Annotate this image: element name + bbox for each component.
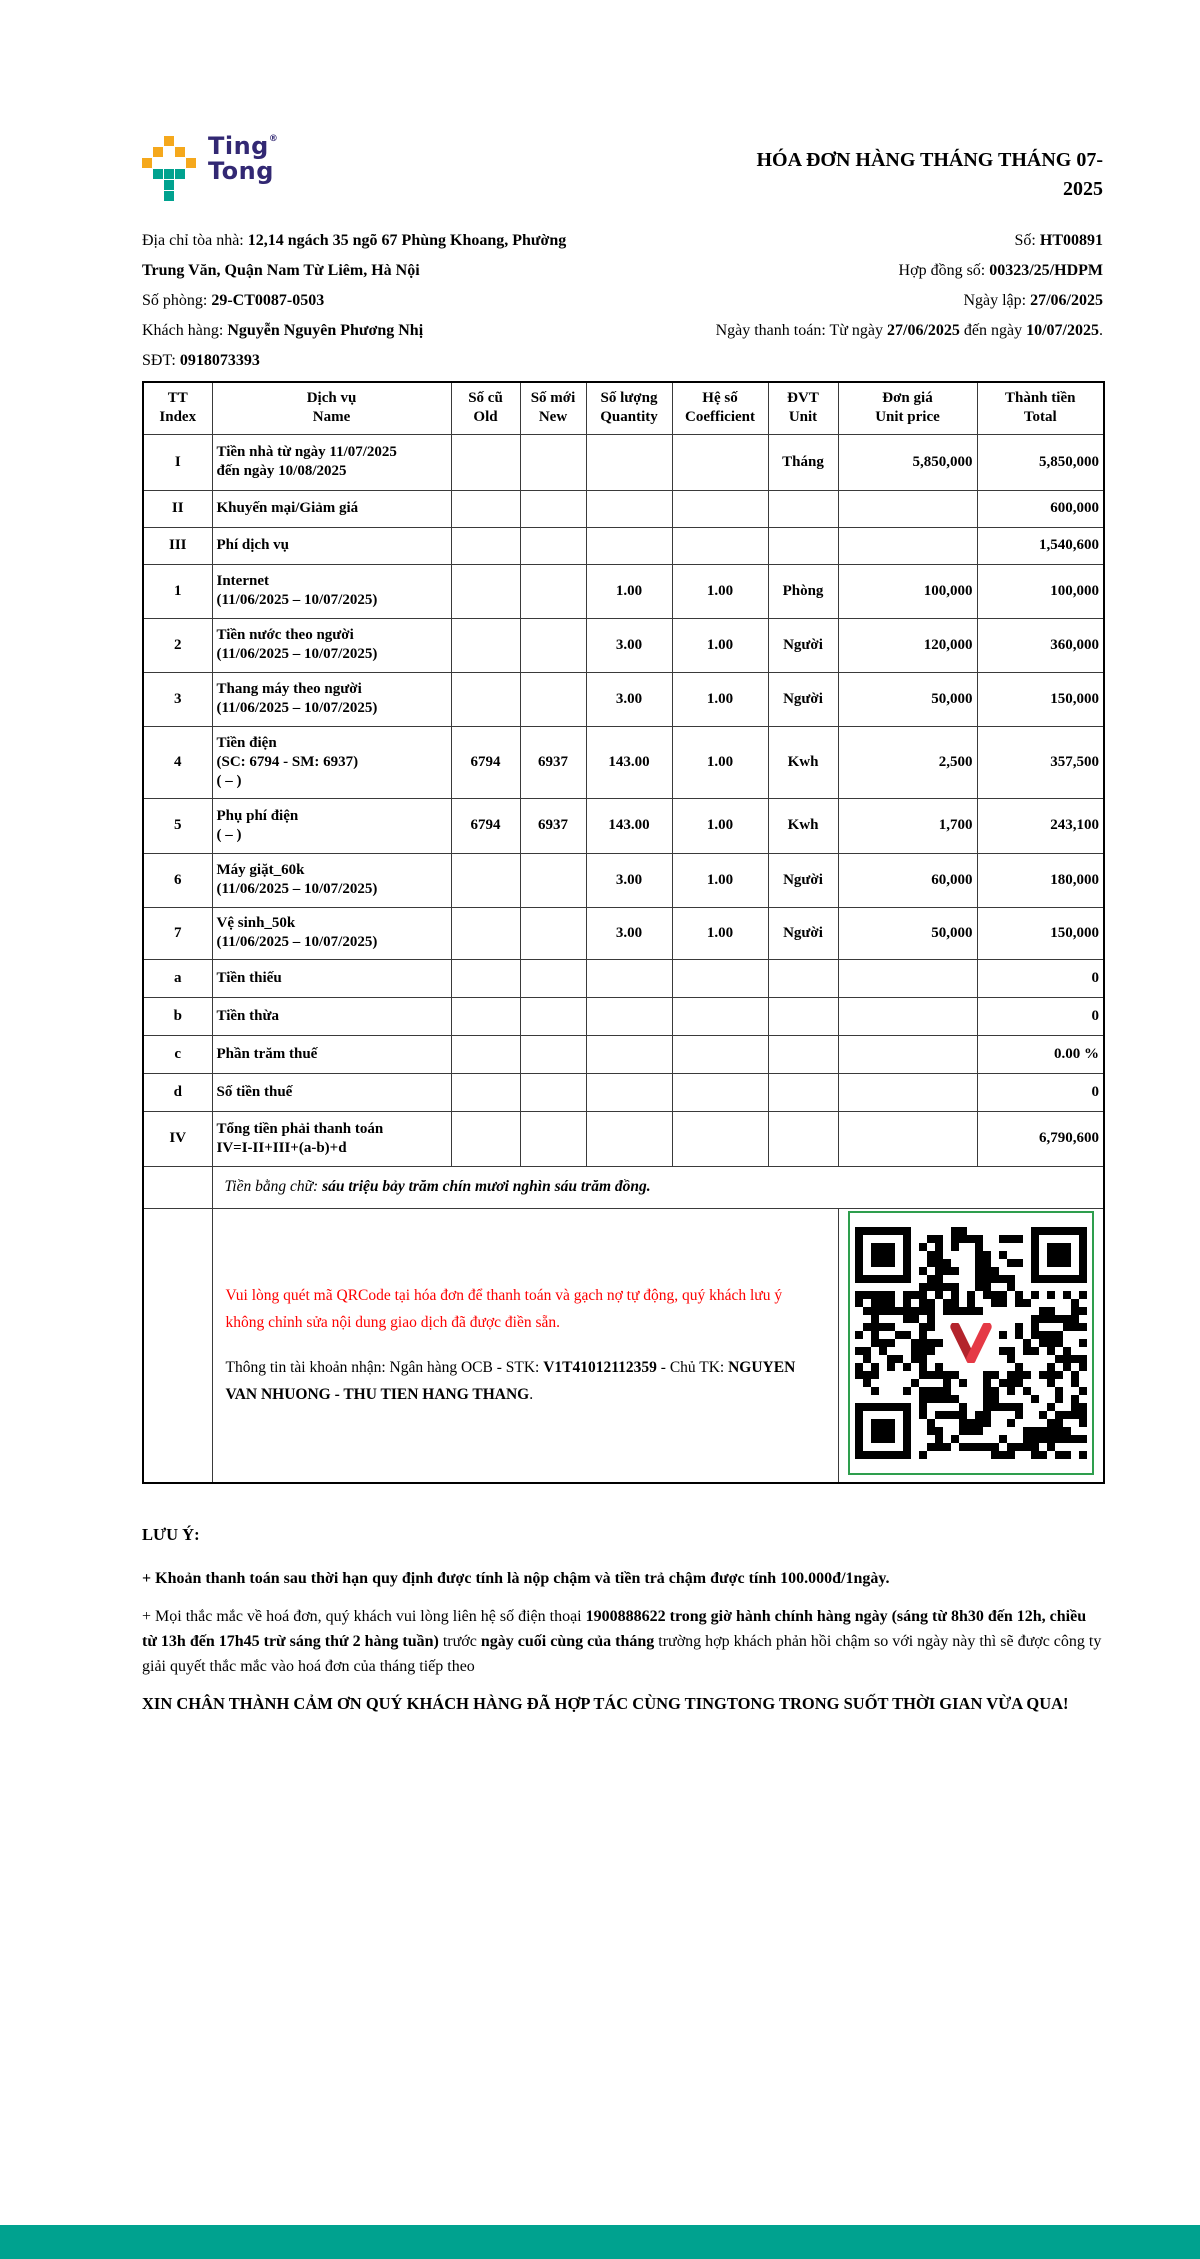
- col-header-6: ĐVT Unit: [768, 382, 838, 434]
- cell-coef: [672, 527, 768, 564]
- cell-name: Phí dịch vụ: [212, 527, 451, 564]
- cell-price: 1,700: [838, 798, 977, 853]
- cell-new: [520, 853, 586, 907]
- brand-name-line2: Tong: [208, 157, 274, 185]
- cell-old: [451, 1111, 520, 1166]
- cell-index: 7: [143, 907, 212, 959]
- cell-name: Phần trăm thuế: [212, 1035, 451, 1073]
- cell-old: [451, 1073, 520, 1111]
- cell-coef: [672, 490, 768, 527]
- cell-total: 5,850,000: [977, 434, 1104, 490]
- table-row: [143, 726, 1104, 798]
- cell-new: [520, 1073, 586, 1111]
- cell-price: 100,000: [838, 564, 977, 618]
- amount-words-spacer: [143, 1166, 212, 1208]
- cell-coef: 1.00: [672, 726, 768, 798]
- cell-index: 4: [143, 726, 212, 798]
- cell-total: 180,000: [977, 853, 1104, 907]
- cell-name: Internet (11/06/2025 – 10/07/2025): [212, 564, 451, 618]
- vietqr-v-icon: [943, 1315, 999, 1371]
- cell-index: d: [143, 1073, 212, 1111]
- cell-coef: 1.00: [672, 672, 768, 726]
- invoice-meta-block: [716, 226, 1103, 346]
- cell-total: 243,100: [977, 798, 1104, 853]
- building-address-line2: Trung Văn, Quận Nam Từ Liêm, Hà Nội: [142, 262, 420, 279]
- qr-payment-notice: Vui lòng quét mã QRCode tại hóa đơn để thanh toán và gạch nợ tự động, quý khách lưu ý không chỉnh sửa nội dung giao dịch đã được điền sẵn.: [225, 1287, 783, 1331]
- cell-index: 6: [143, 853, 212, 907]
- cell-total: 360,000: [977, 618, 1104, 672]
- bank-account-info: Thông tin tài khoản nhận: Ngân hàng OCB - STK: V1T41012112359 - Chủ TK: NGUYEN VAN NHUONG - THU TIEN HANG THANG.: [225, 1359, 796, 1403]
- table-row: [143, 1035, 1104, 1073]
- table-row: [143, 798, 1104, 853]
- cell-unit: Tháng: [768, 434, 838, 490]
- cell-unit: [768, 1035, 838, 1073]
- col-header-8: Thành tiền Total: [977, 382, 1104, 434]
- cell-qty: [586, 959, 672, 997]
- cell-unit: Người: [768, 672, 838, 726]
- cell-coef: [672, 1035, 768, 1073]
- cell-price: 50,000: [838, 907, 977, 959]
- cell-unit: Kwh: [768, 726, 838, 798]
- hotline-note: + Mọi thắc mắc về hoá đơn, quý khách vui lòng liên hệ số điện thoại 1900888622 trong giờ hành chính hàng ngày (sáng từ 8h30 đến 12h, chiều từ 13h đến 17h45 trừ sáng thứ 2 hàng tuần) trước ngày cuối cùng của tháng trường hợp khách phản hồi chậm so với ngày này thì sẽ được công ty giải quyết thắc mắc vào hoá đơn của tháng tiếp theo: [142, 1608, 1102, 1675]
- cell-old: [451, 618, 520, 672]
- cell-old: [451, 490, 520, 527]
- cell-name: Tiền thiếu: [212, 959, 451, 997]
- col-header-3: Số mới New: [520, 382, 586, 434]
- cell-index: c: [143, 1035, 212, 1073]
- cell-coef: [672, 434, 768, 490]
- phone-line: SĐT: 0918073393: [142, 352, 260, 369]
- table-row: [143, 1111, 1104, 1166]
- cell-unit: [768, 959, 838, 997]
- amount-in-words: Tiền bằng chữ: sáu triệu bảy trăm chín mươi nghìn sáu trăm đồng.: [212, 1166, 1104, 1208]
- cell-unit: [768, 490, 838, 527]
- cell-total: 0: [977, 1073, 1104, 1111]
- col-header-2: Số cũ Old: [451, 382, 520, 434]
- cell-new: 6937: [520, 798, 586, 853]
- table-row: [143, 490, 1104, 527]
- invoice-table-body: [143, 434, 1104, 1166]
- payment-period-line: Ngày thanh toán: Từ ngày 27/06/2025 đến ngày 10/07/2025.: [715, 322, 1103, 339]
- cell-unit: Kwh: [768, 798, 838, 853]
- cell-new: [520, 907, 586, 959]
- cell-index: 5: [143, 798, 212, 853]
- cell-old: [451, 907, 520, 959]
- cell-qty: 3.00: [586, 618, 672, 672]
- cell-new: [520, 672, 586, 726]
- col-header-7: Đơn giá Unit price: [838, 382, 977, 434]
- cell-total: 6,790,600: [977, 1111, 1104, 1166]
- cell-price: 60,000: [838, 853, 977, 907]
- cell-old: [451, 1035, 520, 1073]
- issue-date-line: Ngày lập: 27/06/2025: [963, 292, 1103, 309]
- table-row: [143, 997, 1104, 1035]
- cell-index: b: [143, 997, 212, 1035]
- cell-qty: 1.00: [586, 564, 672, 618]
- cell-price: [838, 1035, 977, 1073]
- cell-old: [451, 997, 520, 1035]
- cell-unit: Người: [768, 618, 838, 672]
- col-header-5: Hệ số Coefficient: [672, 382, 768, 434]
- cell-unit: [768, 1111, 838, 1166]
- room-number-line: Số phòng: 29-CT0087-0503: [142, 292, 325, 309]
- cell-new: [520, 997, 586, 1035]
- contract-number-line: Hợp đồng số: 00323/25/HDPM: [898, 262, 1103, 279]
- cell-old: [451, 959, 520, 997]
- cell-coef: [672, 1073, 768, 1111]
- cell-total: 150,000: [977, 672, 1104, 726]
- cell-price: [838, 959, 977, 997]
- cell-qty: [586, 490, 672, 527]
- amount-words-row: [143, 1166, 1104, 1208]
- table-row: [143, 907, 1104, 959]
- cell-name: Khuyến mại/Giảm giá: [212, 490, 451, 527]
- cell-name: Thang máy theo người (11/06/2025 – 10/07/2025): [212, 672, 451, 726]
- customer-name-line: Khách hàng: Nguyễn Nguyên Phương Nhị: [142, 322, 424, 339]
- invoice-table-wrap: [142, 381, 1105, 1484]
- cell-old: 6794: [451, 726, 520, 798]
- cell-name: Tiền nước theo người (11/06/2025 – 10/07/2025): [212, 618, 451, 672]
- cell-index: II: [143, 490, 212, 527]
- cell-coef: [672, 997, 768, 1035]
- cell-old: [451, 434, 520, 490]
- brand-name: [208, 134, 278, 184]
- registered-mark: ®: [268, 134, 279, 144]
- table-row: [143, 434, 1104, 490]
- cell-index: 3: [143, 672, 212, 726]
- cell-price: [838, 997, 977, 1035]
- invoice-title: HÓA ĐƠN HÀNG THÁNG THÁNG 07- 2025: [756, 149, 1103, 200]
- cell-index: III: [143, 527, 212, 564]
- bottom-accent-bar: [0, 2225, 1200, 2259]
- cell-total: 0: [977, 997, 1104, 1035]
- cell-old: [451, 672, 520, 726]
- cell-new: [520, 434, 586, 490]
- cell-coef: 1.00: [672, 798, 768, 853]
- cell-qty: [586, 997, 672, 1035]
- cell-total: 0: [977, 959, 1104, 997]
- table-row: [143, 564, 1104, 618]
- cell-new: [520, 490, 586, 527]
- cell-price: [838, 527, 977, 564]
- cell-name: Vệ sinh_50k (11/06/2025 – 10/07/2025): [212, 907, 451, 959]
- cell-coef: 1.00: [672, 853, 768, 907]
- cell-price: 50,000: [838, 672, 977, 726]
- cell-new: [520, 527, 586, 564]
- cell-old: [451, 853, 520, 907]
- cell-qty: 143.00: [586, 726, 672, 798]
- cell-coef: [672, 959, 768, 997]
- late-payment-note: + Khoản thanh toán sau thời hạn quy định được tính là nộp chậm và tiền trả chậm được tính 100.000đ/1ngày.: [142, 1570, 890, 1587]
- building-info-block: [142, 226, 566, 376]
- qr-row-spacer: [143, 1208, 212, 1483]
- cell-old: [451, 564, 520, 618]
- cell-name: Phụ phí điện ( – ): [212, 798, 451, 853]
- brand-logo: [142, 134, 278, 204]
- cell-name: Tổng tiền phải thanh toán IV=I-II+III+(a-b)+d: [212, 1111, 451, 1166]
- cell-qty: [586, 527, 672, 564]
- cell-price: [838, 1111, 977, 1166]
- cell-total: 357,500: [977, 726, 1104, 798]
- cell-new: [520, 1035, 586, 1073]
- cell-index: I: [143, 434, 212, 490]
- cell-coef: 1.00: [672, 618, 768, 672]
- cell-old: [451, 527, 520, 564]
- cell-index: IV: [143, 1111, 212, 1166]
- cell-coef: 1.00: [672, 907, 768, 959]
- cell-unit: [768, 997, 838, 1035]
- cell-unit: Người: [768, 907, 838, 959]
- cell-new: [520, 618, 586, 672]
- cell-coef: [672, 1111, 768, 1166]
- invoice-table: [142, 381, 1105, 1484]
- notes-heading: LƯU Ý:: [142, 1525, 200, 1544]
- col-header-4: Số lượng Quantity: [586, 382, 672, 434]
- qr-frame: [848, 1211, 1094, 1475]
- cell-price: 2,500: [838, 726, 977, 798]
- cell-index: 1: [143, 564, 212, 618]
- table-row: [143, 959, 1104, 997]
- table-row: [143, 527, 1104, 564]
- col-header-0: TT Index: [143, 382, 212, 434]
- cell-new: [520, 959, 586, 997]
- cell-index: 2: [143, 618, 212, 672]
- table-row: [143, 1073, 1104, 1111]
- cell-new: [520, 1111, 586, 1166]
- cell-unit: [768, 527, 838, 564]
- cell-name: Máy giặt_60k (11/06/2025 – 10/07/2025): [212, 853, 451, 907]
- table-header-row: [143, 382, 1104, 434]
- col-header-1: Dịch vụ Name: [212, 382, 451, 434]
- cell-qty: 3.00: [586, 907, 672, 959]
- cell-new: [520, 564, 586, 618]
- footer-notes: [142, 1522, 1103, 1716]
- building-address-line1: Địa chỉ tòa nhà: 12,14 ngách 35 ngõ 67 Phùng Khoang, Phường: [142, 232, 567, 249]
- cell-new: 6937: [520, 726, 586, 798]
- cell-qty: 3.00: [586, 853, 672, 907]
- cell-unit: Người: [768, 853, 838, 907]
- cell-coef: 1.00: [672, 564, 768, 618]
- cell-total: 100,000: [977, 564, 1104, 618]
- cell-qty: [586, 434, 672, 490]
- invoice-number-line: Số: HT00891: [1014, 232, 1103, 249]
- cell-old: 6794: [451, 798, 520, 853]
- cell-qty: 143.00: [586, 798, 672, 853]
- table-row: [143, 618, 1104, 672]
- cell-qty: [586, 1111, 672, 1166]
- qr-row: [143, 1208, 1104, 1483]
- thank-you-message: XIN CHÂN THÀNH CẢM ƠN QUÝ KHÁCH HÀNG ĐÃ HỢP TÁC CÙNG TINGTONG TRONG SUỐT THỜI GIAN VỪA QUA!: [142, 1694, 1069, 1713]
- cell-total: 0.00 %: [977, 1035, 1104, 1073]
- cell-index: a: [143, 959, 212, 997]
- cell-total: 1,540,600: [977, 527, 1104, 564]
- payment-instructions-cell: [212, 1208, 838, 1483]
- cell-price: 120,000: [838, 618, 977, 672]
- cell-name: Số tiền thuế: [212, 1073, 451, 1111]
- cell-name: Tiền thừa: [212, 997, 451, 1035]
- brand-name-line1: Ting: [208, 132, 269, 160]
- cell-unit: [768, 1073, 838, 1111]
- cell-price: [838, 490, 977, 527]
- cell-qty: [586, 1073, 672, 1111]
- table-row: [143, 672, 1104, 726]
- cell-total: 150,000: [977, 907, 1104, 959]
- cell-name: Tiền nhà từ ngày 11/07/2025 đến ngày 10/08/2025: [212, 434, 451, 490]
- tingtong-logo-icon: [142, 136, 198, 204]
- cell-name: Tiền điện (SC: 6794 - SM: 6937) ( – ): [212, 726, 451, 798]
- cell-qty: [586, 1035, 672, 1073]
- table-row: [143, 853, 1104, 907]
- cell-qty: 3.00: [586, 672, 672, 726]
- qr-code-cell: [838, 1208, 1104, 1483]
- cell-price: 5,850,000: [838, 434, 977, 490]
- cell-price: [838, 1073, 977, 1111]
- cell-unit: Phòng: [768, 564, 838, 618]
- cell-total: 600,000: [977, 490, 1104, 527]
